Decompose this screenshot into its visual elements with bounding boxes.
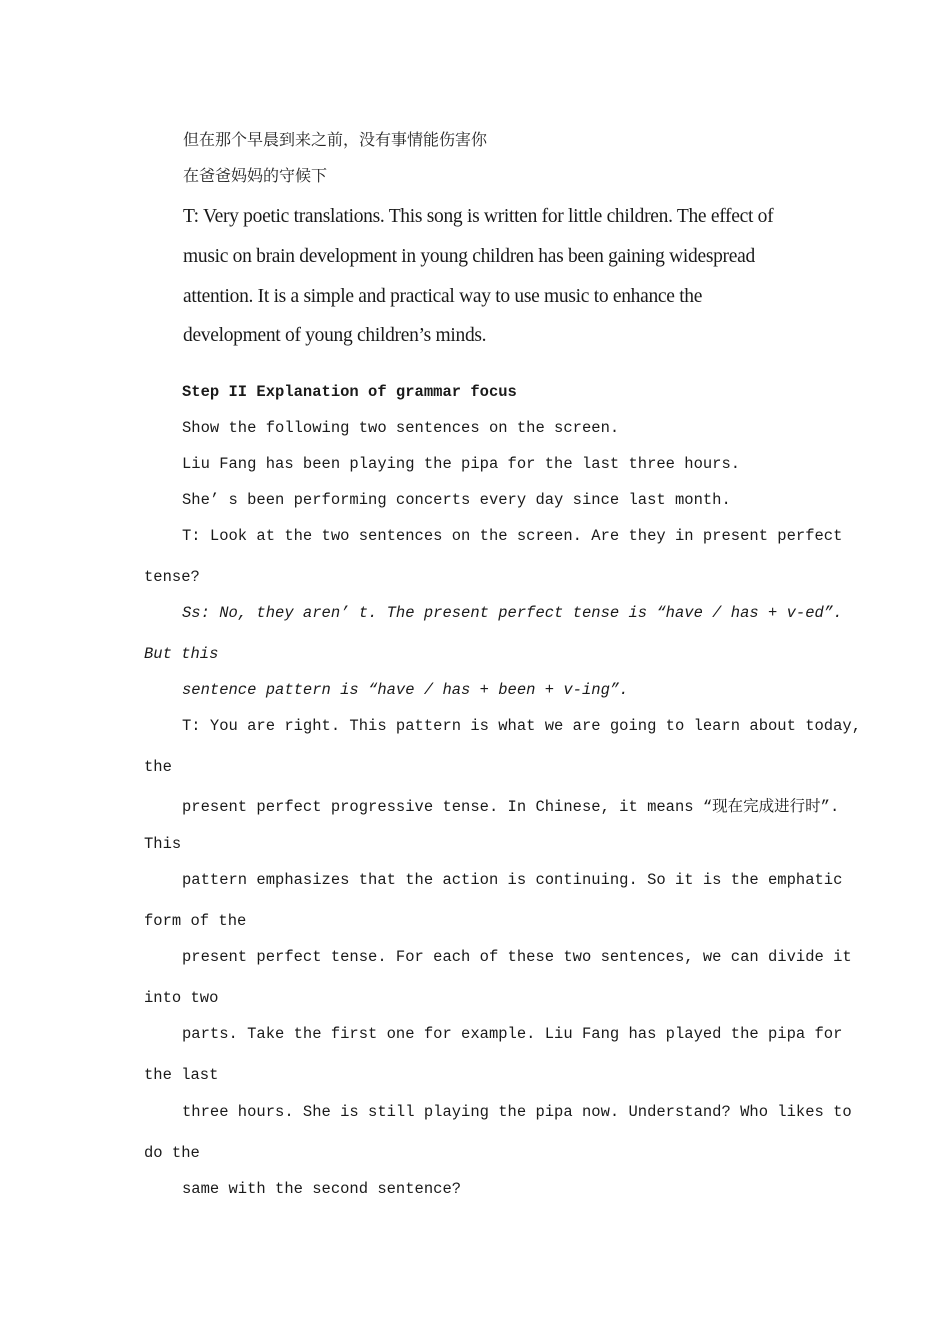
body-line: into two (144, 989, 219, 1007)
body-line: form of the (144, 912, 247, 930)
body-line: the (144, 758, 172, 776)
body-line: Liu Fang has been playing the pipa for the last three hours. (182, 455, 741, 473)
body-line: the last (144, 1066, 219, 1084)
teacher-comment-line-1: T: Very poetic translations. This song is written for little children. The effect of (183, 206, 774, 227)
teacher-comment-line-2: music on brain development in young children has been gaining widespread (183, 246, 755, 267)
faint-watermark (626, 166, 843, 374)
body-line: T: You are right. This pattern is what we are going to learn about today, (182, 717, 862, 735)
body-line: three hours. She is still playing the pipa now. Understand? Who likes to (182, 1103, 852, 1121)
body-line: Ss: No, they aren’ t. The present perfect tense is “have / has + v-ed”. (182, 604, 843, 622)
teacher-comment-line-3: attention. It is a simple and practical way to use music to enhance the (183, 286, 703, 307)
body-line: present perfect tense. For each of these two sentences, we can divide it (182, 948, 852, 966)
body-line: pattern emphasizes that the action is continuing. So it is the emphatic (182, 871, 843, 889)
body-line: parts. Take the first one for example. Liu Fang has played the pipa for (182, 1025, 843, 1043)
body-line: tense? (144, 568, 200, 586)
body-line: But this (144, 645, 219, 663)
chinese-line-2: 在爸爸妈妈的守候下 (183, 166, 328, 185)
body-line: This (144, 835, 182, 853)
chinese-line-1: 但在那个早晨到来之前，没有事情能伤害你 (183, 130, 488, 149)
body-line: sentence pattern is “have / has + been + v-ing”. (182, 681, 629, 699)
body-line: T: Look at the two sentences on the screen. Are they in present perfect (182, 527, 843, 545)
step-heading: Step II Explanation of grammar focus (182, 383, 517, 401)
body-line: do the (144, 1144, 200, 1162)
body-line: She’ s been performing concerts every day since last month. (182, 491, 731, 509)
teacher-comment-line-4: development of young children’s minds. (183, 325, 487, 346)
body-line: present perfect progressive tense. In Chinese, it means “现在完成进行时”. (182, 798, 840, 816)
body-line: same with the second sentence? (182, 1180, 462, 1198)
body-line: Show the following two sentences on the screen. (182, 419, 620, 437)
